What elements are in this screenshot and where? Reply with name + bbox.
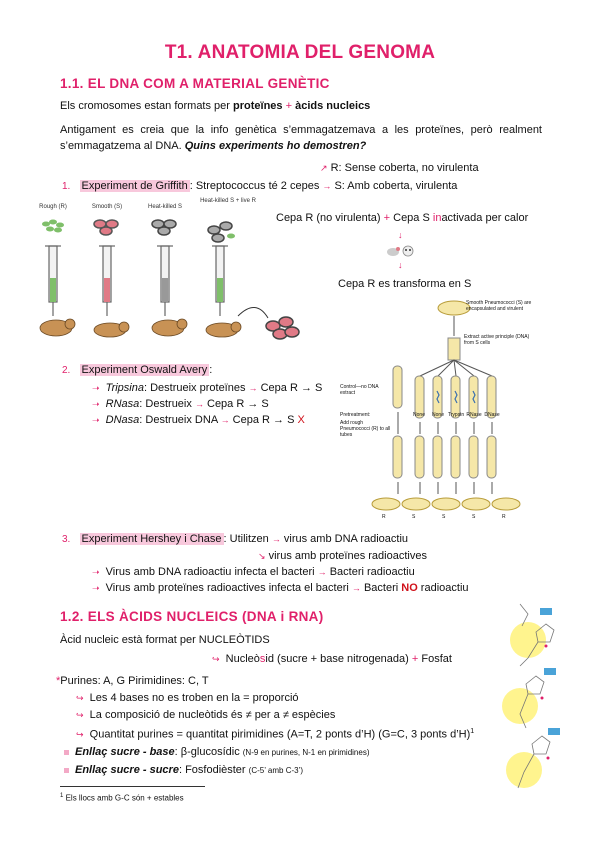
- rough-colonies: [42, 220, 64, 233]
- base-bullet: [76, 690, 299, 706]
- arrow-icon: →: [317, 567, 327, 577]
- smooth-colonies: [94, 220, 118, 235]
- text: : Destrueix: [139, 398, 192, 410]
- text: Purines: A, G Pirimidines: C, T: [60, 675, 209, 687]
- question: Quins experiments ho demostren?: [184, 140, 367, 152]
- text: Bacteri: [363, 582, 402, 594]
- bullet-square-icon: [64, 768, 69, 773]
- purines-line: [56, 673, 209, 689]
- list-number: 3.: [62, 534, 71, 545]
- tube-label: None: [413, 412, 425, 418]
- text: Bacteri: [329, 566, 367, 578]
- bond-name: Enllaç sucre - base: [75, 746, 175, 758]
- avery-figure: [336, 296, 542, 526]
- text: activada per calor: [441, 212, 529, 224]
- enzyme: Tripsina: [105, 382, 144, 394]
- text: id (sucre + base nitrogenada): [265, 653, 409, 665]
- bullet-arrow-icon: ➝: [92, 415, 100, 425]
- enzyme: RNasa: [105, 398, 140, 410]
- arrow-icon: ↗: [320, 163, 328, 173]
- plus-sign: +: [411, 653, 419, 665]
- syringes: [45, 246, 228, 316]
- base-bullet: [76, 707, 335, 723]
- tube-label: Trypsin: [447, 412, 465, 418]
- plus-sign: +: [285, 100, 293, 112]
- arrow-icon: →: [194, 399, 204, 409]
- bond-name: Enllaç sucre - sucre: [75, 764, 179, 776]
- bullet-arrow-icon: ↪: [76, 710, 84, 720]
- result-label: R: [502, 514, 506, 520]
- bullet-arrow-icon: ➝: [92, 583, 100, 593]
- footnote-ref: 1: [470, 728, 475, 735]
- bullet-square-icon: [64, 750, 69, 755]
- griffith-cepa-line: [276, 210, 528, 226]
- text: : Destrueix DNA: [139, 414, 218, 426]
- text: Les 4 bases no es troben en la = proporció: [89, 692, 299, 704]
- bullet-arrow-icon: ↪: [76, 729, 84, 740]
- griffith-line: [62, 178, 457, 195]
- x-mark: X: [297, 414, 305, 426]
- bold-term: àcids nucleics: [295, 100, 371, 112]
- text: radioactiu: [367, 566, 415, 578]
- experiment-name: Experiment Hershey i Chase: [81, 533, 222, 545]
- paragraph-nucleotides: Àcid nucleic està format per NUCLEÒTIDS: [60, 634, 270, 646]
- highlight-text: s: [259, 653, 266, 665]
- arrow-icon: →: [351, 583, 361, 593]
- experiment-name: Experiment de Griffith: [81, 180, 188, 192]
- hershey-item: [92, 564, 415, 580]
- avery-illustration: [336, 296, 542, 526]
- text: Nucleò: [225, 653, 260, 665]
- arrow-icon: ↘: [258, 551, 266, 561]
- base-bullet: [76, 724, 474, 743]
- text: R: Sense coberta, no virulenta: [330, 162, 479, 174]
- fig-caption: Pretreatment:: [340, 412, 371, 418]
- griffith-result: Cepa R es transforma en S: [338, 278, 472, 290]
- enzyme: DNasa: [105, 414, 140, 426]
- result: Cepa R → S: [207, 398, 269, 410]
- text: Cepa S: [393, 212, 433, 224]
- bold-term: proteïnes: [233, 100, 283, 112]
- text: : Destrueix proteïnes: [143, 382, 246, 394]
- mixed-colonies: [208, 222, 235, 242]
- text: Cepa R (no virulenta): [276, 212, 381, 224]
- text: Virus amb proteïnes radioactives infecta el bacteri: [105, 582, 349, 594]
- link-line: [64, 744, 369, 761]
- fig-label: Rough (R): [39, 204, 67, 210]
- down-arrow-icon: ↓: [398, 260, 403, 270]
- text: : β-glucosídic: [174, 746, 240, 758]
- note: (C-5’ amb C-3’): [248, 766, 304, 775]
- result: Cepa R → S: [232, 414, 298, 426]
- tube-label: RNase: [466, 412, 482, 418]
- bullet-arrow-icon: ↪: [76, 693, 84, 703]
- page-title: T1. ANATOMIA DEL GENOMA: [164, 42, 436, 63]
- text: Virus amb DNA radioactiu infecta el bacteri: [105, 566, 315, 578]
- list-number: 2.: [62, 365, 71, 376]
- paragraph-history: [60, 122, 542, 154]
- text: : Utilitzen: [223, 533, 269, 545]
- dna-strand-figure: [498, 596, 568, 804]
- text: Fosfat: [421, 653, 452, 665]
- footnote: [60, 793, 184, 803]
- tube-label: None: [432, 412, 444, 418]
- text: S: Amb coberta, virulenta: [334, 180, 458, 192]
- text: :: [209, 364, 213, 376]
- avery-item: [92, 380, 322, 396]
- fig-label: Heat-killed S: [147, 204, 182, 210]
- fig-caption: Add rough Pneumococci (R) to all tubes: [340, 420, 391, 438]
- bullet-arrow-icon: ➝: [92, 383, 100, 393]
- plus-sign: +: [383, 212, 391, 224]
- tube-label: DNase: [484, 412, 500, 418]
- heat-killed-colonies: [152, 220, 176, 235]
- arrow-icon: →: [220, 415, 230, 425]
- hershey-item: [92, 580, 469, 596]
- avery-item: [92, 412, 305, 428]
- arrow-icon: →: [271, 534, 281, 544]
- result-label: S: [442, 514, 446, 520]
- griffith-r-line: [320, 160, 479, 176]
- fig-label: Smooth (S): [91, 204, 123, 210]
- text: Antigament es creia que la info genètica s’emmagatzemava a les proteïnes, però realment s’emmagatzema al DNA.: [60, 124, 542, 152]
- text: Quantitat purines = quantitat pirimidines (A=T, 2 ponts d’H) (G=C, 3 ponts d’H): [89, 728, 471, 741]
- note: (N-9 en purines, N-1 en pirimidines): [242, 748, 370, 757]
- list-number: 1.: [62, 181, 71, 192]
- section-heading-1-2: 1.2. ELS ÀCIDS NUCLEICS (DNA i RNA): [60, 609, 324, 624]
- hershey-line: [62, 531, 408, 548]
- text: : Fosfodièster: [178, 764, 246, 776]
- bullet-arrow-icon: ➝: [92, 567, 100, 577]
- fig-label: Heat-killed S + live R: [200, 198, 256, 204]
- nucleoside-line: [212, 651, 452, 667]
- arrow-icon: →: [248, 383, 258, 393]
- result: Cepa R → S: [260, 382, 323, 394]
- text: radioactiu: [417, 582, 469, 594]
- footnote-divider: [60, 786, 205, 787]
- fig-caption: Smooth Pneumococci (S) are encapsulated and virulent: [466, 300, 532, 312]
- section-heading-1-1: 1.1. EL DNA COM A MATERIAL GENÈTIC: [60, 76, 330, 91]
- paragraph-chromosomes: [60, 98, 370, 114]
- avery-item: [92, 396, 269, 412]
- bullet-arrow-icon: ➝: [92, 399, 100, 409]
- highlight-text: in: [432, 212, 442, 224]
- footnote-number: 1: [60, 793, 64, 799]
- arrow-icon: ↪: [212, 654, 220, 664]
- fig-caption: Extract active principle (DNA) from S cells: [464, 334, 530, 346]
- link-line: [64, 762, 303, 779]
- curved-arrow: [238, 307, 268, 318]
- text: La composició de nucleòtids és ≠ per a ≠ espècies: [89, 709, 336, 721]
- fig-caption: Control—no DNA extract: [340, 384, 379, 396]
- footnote-text: Els llocs amb G-C són + estables: [65, 793, 184, 803]
- experiment-name: Experiment Oswald Avery: [81, 364, 208, 376]
- asterisk: *: [56, 675, 61, 687]
- no-mark: NO: [401, 582, 418, 594]
- result-label: S: [472, 514, 476, 520]
- text: virus amb DNA radioactiu: [283, 533, 409, 545]
- text: virus amb proteïnes radioactives: [268, 550, 427, 562]
- result-label: S: [412, 514, 416, 520]
- text: Els cromosomes estan formats per: [60, 100, 234, 112]
- result-label: R: [382, 514, 386, 520]
- recovered-cells: [266, 317, 299, 339]
- avery-line: [62, 362, 212, 379]
- arrow-icon: →: [322, 181, 332, 191]
- hershey-b-line: [258, 548, 427, 564]
- mouse-skull-icon: [386, 244, 416, 258]
- text: : Streptococcus té 2 cepes: [189, 180, 320, 192]
- down-arrow-icon: ↓: [398, 230, 403, 240]
- mice: [40, 319, 241, 337]
